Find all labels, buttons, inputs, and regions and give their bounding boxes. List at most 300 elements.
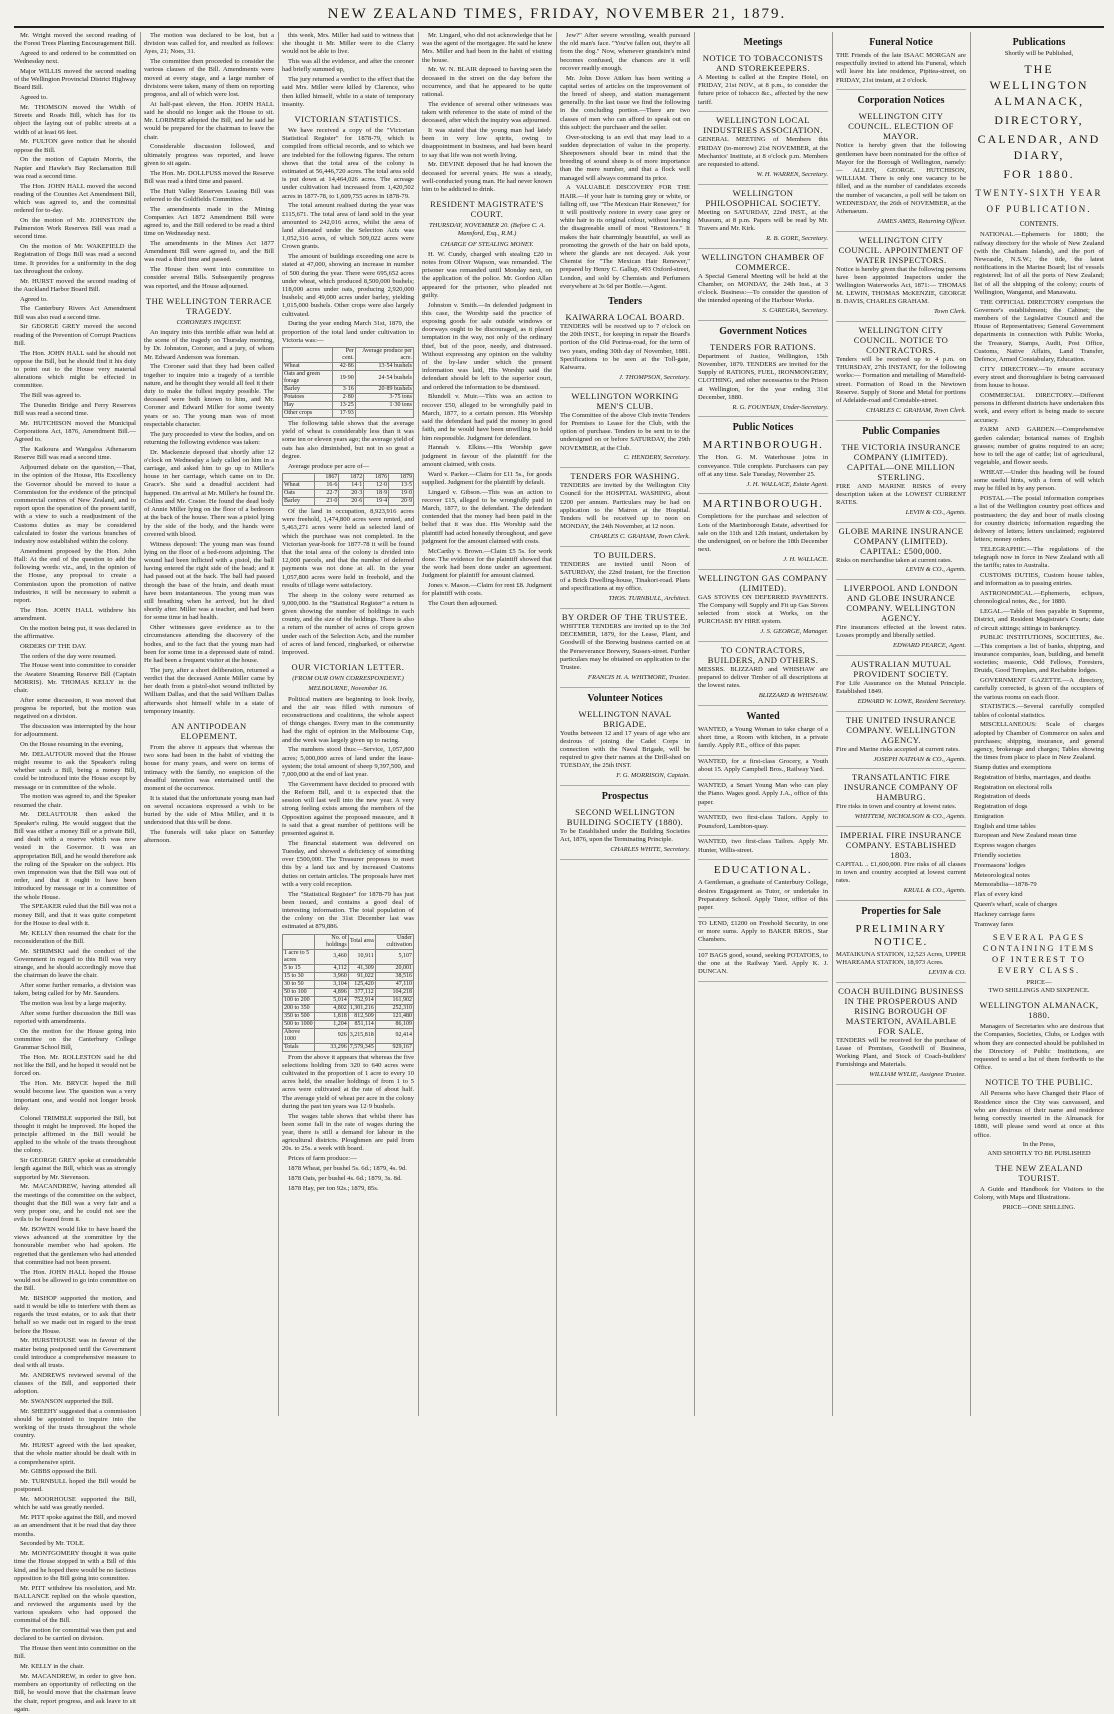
ad-block <box>698 812 828 836</box>
table-header: 1872 <box>339 473 364 481</box>
article-paragraph: Seconded by Mr. TOLE. <box>20 1540 85 1548</box>
table-cell: 1,818 <box>315 1012 348 1020</box>
article-paragraph: On the motion for the House going into committee on the Canterbury College Grammar School Bill, <box>14 1027 136 1052</box>
ad-body: THE Friends of the late ISAAC MORGAN are respectfully invited to attend his Funeral, which will leave his late residence, Pipitea-street, on FRIDAY, 21st instant, at 2 o'clock. <box>836 52 966 84</box>
ad-block <box>698 724 828 756</box>
table-cell: Potatoes <box>283 394 333 402</box>
ad-body: TENDERS are invited by the Wellington City Council for the HOSPITAL WASHING, about £200 per annum. Particulars may be had on application to the Matron at the Hospital. Tenders will be received up to noon on MONDAY, the 24th November, at 12 noon. <box>560 482 690 531</box>
article-paragraph: this week, Mrs. Miller had said to witness that she thought it Mr. Miller were to die Clarry would not be able to live. <box>282 32 414 56</box>
section-heading: AN ANTIPODEAN ELOPEMENT. <box>171 720 247 741</box>
table-header: 1867 <box>314 473 339 481</box>
ad-signature: WHITTEM, NICHOLSON & CO., Agents. <box>854 813 966 821</box>
article-paragraph: Registration of dogs <box>974 803 1028 811</box>
ad-body: WANTED, a Smart Young Man who can play the Piano. Wages good. Apply J.A., office of this paper. <box>698 782 828 806</box>
ad-title: SECOND WELLINGTON BUILDING SOCIETY (1880). <box>566 806 684 827</box>
ad-title: LIVERPOOL AND LONDON AND GLOBE INSURANCE COMPANY. WELLINGTON AGENCY. <box>843 583 959 624</box>
ad-title: IMPERIAL FIRE INSURANCE COMPANY. ESTABLISHED 1803. <box>840 830 962 861</box>
dateline: MELBOURNE, November 16. <box>308 685 388 693</box>
table-row <box>283 1012 414 1020</box>
table-cell: 5,107 <box>375 949 413 964</box>
table-cell: 20·6 <box>339 497 364 505</box>
ad-block <box>698 570 828 642</box>
ad-title: COACH BUILDING BUSINESS IN THE PROSPEROUS AND RISING BOROUGH OF MASTERTON, AVAILABLE FOR SALE. <box>838 985 964 1036</box>
article-paragraph: Sir GEORGE GREY moved the second reading of the Prevention of Corrupt Practices Bill. <box>14 323 136 347</box>
article-paragraph: It is stated that the unfortunate young man had on several occasions expressed a wish to be buried by the side of Miss Miller, and it is understood that this will be done. <box>144 794 274 827</box>
masthead: NEW ZEALAND TIMES, FRIDAY, NOVEMBER 21, 1879. <box>327 6 787 22</box>
article-paragraph: ASTRONOMICAL.—Ephemeris, eclipses, chronological notes, &c., for 1880. <box>974 590 1104 606</box>
article-paragraph: On the motion of Captain Morris, the Napier and Hawke's Bay Reclamation Bill was read a second time. <box>14 156 136 180</box>
ad-body: Notice is hereby given that the following persons have been appointed Inspectors under the Wellington Waterworks Act, 1871:— THOMAS M. LEWIN, THOMAS McKENZIE, GEORGE B. DAVIS, CHARLES GRAHAM. <box>836 265 966 306</box>
almanack-year: FOR 1880. <box>1003 167 1075 182</box>
ad-block <box>560 706 690 786</box>
ad-title: BY ORDER OF THE TRUSTEE. <box>561 611 689 622</box>
table-cell: 1,204 <box>315 1020 348 1028</box>
ad-title: WELLINGTON LOCAL INDUSTRIES ASSOCIATION. <box>703 115 823 136</box>
ad-body: Meeting on SATURDAY, 22nd INST., at the Museum, at 8 p.m. Papers will be read by Mr. Travers and Mr. Kirk. <box>698 208 828 233</box>
article-paragraph: The Hon. JOHN HALL moved the second reading of the Counties Act Amendment Bill, which was agreed to, and the committal ordered for to-day. <box>14 182 136 215</box>
article-paragraph: The motion for committal was then put and declared to be carried on division. <box>14 1627 136 1643</box>
table-cell: 5,014 <box>315 996 348 1004</box>
article-paragraph: Average produce per acre of— <box>288 462 370 470</box>
column-divider <box>278 32 279 1416</box>
ad-title: WELLINGTON PHILOSOPHICAL SOCIETY. <box>705 187 821 208</box>
article-paragraph: The sheep in the colony were returned as 9,000,000. In the "Statistical Register" a return is given showing the number of holdings in each county, and the size of the holdings. There is also a return of the number of acres of crops grown under each of the Selection Acts, and the number of acres of land fenced, ringbarked, or otherwise improved. <box>282 591 414 656</box>
ad-block <box>698 780 828 812</box>
ad-body: GENERAL MEETING of Members this FRIDAY (to-morrow) 21st NOVEMBER, at the Mechanics' Institute, at 8 o'clock p.m. Members are requested to attend. <box>698 136 828 169</box>
table-cell: 16·6 <box>314 481 339 489</box>
table-cell: Barley <box>283 386 333 394</box>
article-paragraph: 1878 Oats, per bushel 4s. 6d.; 1879, 3s. 8d. <box>288 1174 402 1182</box>
ad-title: AUSTRALIAN MUTUAL PROVIDENT SOCIETY. <box>850 659 952 680</box>
article-paragraph: The Hon. JOHN HALL hoped the House would not be allowed to go into committee on the Bill. <box>14 1268 136 1292</box>
ad-signature: CHARLES C. GRAHAM, Town Clerk. <box>866 406 966 414</box>
table-header: No. of holdings <box>315 934 348 949</box>
ad-body: WANTED, for a first-class Grocery, a Youth about 15. Apply Campbell Bros., Railway Yard. <box>698 758 828 774</box>
article-paragraph: Stamp duties and exemptions <box>974 763 1052 771</box>
table-cell: 91,022 <box>348 972 375 980</box>
ad-body: A Gentleman, a graduate of Canterbury College, desires Engagement as Tutor, or undertake in Preparatory School. Apply Tutor, office of this paper. <box>698 879 828 912</box>
table-cell <box>355 410 413 418</box>
ad-body: WHITTER TENDERS are invited up to the 3rd DECEMBER, 1879, for the Lease, Plant, and Goodwill of the Brewing business carried on at the Perseverance Brewery, Sussex-street. Further particulars may be obtained on application to the Trustee. <box>560 622 690 671</box>
section-heading: Corporation Notices <box>857 95 945 107</box>
ad-signature: THOS. TURNBULL, Architect. <box>608 595 690 603</box>
article-paragraph: ORDERS OF THE DAY. <box>20 642 87 650</box>
article-paragraph: Registration on electoral rolls <box>974 783 1053 791</box>
ad-title: WELLINGTON CITY COUNCIL. ELECTION OF MAYOR. <box>848 111 954 142</box>
ad-block <box>836 50 966 90</box>
table-cell: 7,579,345 <box>349 1043 374 1050</box>
table-row <box>283 481 414 489</box>
article-paragraph: On the motion of Mr. JOHNSTON the Palmerston Work Reserves Bill was read a second time. <box>14 217 136 241</box>
ad-block <box>698 339 828 418</box>
ad-title: WELLINGTON NAVAL BRIGADE. <box>578 708 672 729</box>
article-paragraph: Major WILLIS moved the second reading of the Wellington Provincial District Highway Board Bill. <box>14 68 136 92</box>
table-cell: 1·30 tons <box>355 402 413 410</box>
article-paragraph: Mr. Lingard, who did not acknowledge that he was the agent of the mortgagee. He said he knew Mrs. Miller and had been in the habit of visiting the house. <box>422 32 552 64</box>
article-paragraph: The Government have decided to proceed with the Reform Bill, and it is expected that the session will last well into the new year. A very strong feeling exists among the members of the Opposition against the proposed measure, and it is said that a great number of petitions will be presented against it. <box>282 780 414 837</box>
ad-body: Tenders will be received up to 4 p.m. on THURSDAY, 27th INSTANT, for the following works:— Formation and metalling of Mansfield-street. Formation of Road in the Newtown Reserve. Supply of Stone and Metal for portions of Adelaide-road and Constable-street. <box>836 356 966 405</box>
article-paragraph: TELEGRAPHIC.—The regulations of the telegraph now in force in New Zealand with all the tariffs; rates to Australia. <box>974 546 1104 570</box>
ad-body: MATAIKUNA STATION, 12,523 Acres, UPPER WHAREAMA STATION, 18,973 Acres. <box>836 951 966 967</box>
article-paragraph: English and time tables <box>974 822 1036 830</box>
section-heading: Public Notices <box>732 422 794 434</box>
table-cell: 200 to 350 <box>283 1004 315 1012</box>
article-paragraph: The funerals will take place on Saturday afternoon. <box>144 829 274 845</box>
ad-block <box>836 769 966 827</box>
article-paragraph: On the House resuming in the evening, <box>20 741 124 749</box>
ad-block <box>698 112 828 184</box>
ad-signature: EDWARD W. LOWE, Resident Secretary. <box>857 698 966 706</box>
section-heading: Meetings <box>743 37 783 48</box>
table-cell: 33,296 <box>315 1043 348 1051</box>
article-paragraph: STATISTICS.—Several carefully compiled tables of colonial statistics. <box>974 703 1104 719</box>
article-paragraph: Mr. HURST agreed with the last speaker, that the whole matter should be dealt with in a comprehensive spirit. <box>14 1442 136 1466</box>
ad-body: A Meeting is called at the Empire Hotel, on FRIDAY, 21st NOV., at 8 p.m., to consider the future price of tobacco &c., affected by the new tariff. <box>698 74 828 106</box>
ad-signature: C. HENDERY, Secretary. <box>623 454 690 462</box>
table-cell: Oats and green forage <box>283 371 333 386</box>
article-paragraph: PUBLIC INSTITUTIONS, SOCIETIES, &c.—This comprises a list of banks, shipping, and insurance companies, loan, building, and benefit societies; masonic, Odd Fellows, Foresters, Druids, Good Templars, and Rechabite lodges. <box>974 634 1104 675</box>
ad-block <box>560 547 690 609</box>
table-cell: 3,104 <box>315 980 348 988</box>
article-paragraph: The Dunedin Bridge and Ferry Reserves Bill was read a second time. <box>14 402 136 418</box>
column-2 <box>144 32 274 1416</box>
table-cell: 100 to 200 <box>283 996 315 1004</box>
table-row <box>283 988 414 996</box>
ad-body: The Committee of the above Club invite Tenders for Premises to Lease for the Club, with the option of purchase. Tenders to be sent in to the undersigned on or before SATURDAY, the 29th NOVEMBER, at the Club. <box>560 411 690 452</box>
ad-title: NOTICE TO TOBACCONISTS AND STOREKEEPERS. <box>702 53 824 73</box>
table-header: Average produce per acre. <box>355 348 413 363</box>
section-heading: Tenders <box>607 296 643 308</box>
article-paragraph: Mr. SWANSON supported the Bill. <box>20 1397 114 1405</box>
notice-body: All Persons who have Changed their Place of Residence since the City was canvassed, and who are desirous of their name and residence being correctly inserted in the Almanack for 1880, will please send word at once at this office. <box>974 1090 1104 1139</box>
table-cell: 92,414 <box>375 1028 413 1043</box>
table-cell: Above 1000 <box>283 1028 315 1043</box>
almanack-title: THE WELLINGTON ALMANACK, <box>989 62 1089 109</box>
article-paragraph: Registration of deeds <box>974 793 1031 801</box>
notice-line: SEVERAL PAGES CONTAINING ITEMS OF INTEREST TO EVERY CLASS. <box>982 931 1096 975</box>
table-cell: 350 to 500 <box>283 1012 315 1020</box>
table-cell: 104,218 <box>375 988 413 996</box>
table-cell: 47,110 <box>375 980 413 988</box>
article-paragraph: Mr. Wright moved the second reading of the Forest Trees Planting Encouragement Bill. <box>14 32 136 48</box>
table-cell: 24·54 bushels <box>355 371 413 386</box>
article-paragraph: Adjourned debate on the question,—That, in the opinion of the House, His Excellency the Governor should be moved to issue a Commission for the evidence of the principal commercial centres of New Zealand, and to report upon the operation of the present tariff, with a view to such a readjustment of the Customs duties as may be considered calculated to foster the various branches of industry now established within the colony. <box>14 464 136 546</box>
ad-signature: R. B. GORE, Secretary. <box>766 234 828 242</box>
ad-signature: J. H. WALLACE, Estate Agent. <box>746 480 828 488</box>
table-cell: 18·9 <box>364 489 389 497</box>
section-heading: THE WELLINGTON TERRACE TRAGEDY. <box>145 295 273 316</box>
article-paragraph: The House went into committee to consider the Awatere Steaming Reserve Bill (Captain MORRIS). Mr. THOMAS KELLY in the chair. <box>14 662 136 695</box>
ad-body: FIRE AND MARINE RISKS of every description taken at the LOWEST CURRENT RATES. <box>836 482 966 507</box>
table-cell: 500 to 1000 <box>283 1020 315 1028</box>
table-cell: 1 acre to 5 acres <box>283 949 315 964</box>
ad-signature: FRANCIS H. A. WHITMORE, Trustee. <box>587 673 690 681</box>
article-paragraph: Considerable discussion followed, and ultimately progress was reported, and leave given to sit again. <box>144 143 274 167</box>
table-cell: 41,309 <box>348 964 375 972</box>
article-paragraph: The jury returned a verdict to the effect that the said Mrs. Miller were killed by Clarence, who then killed himself, while in a state of temporary insanity. <box>282 76 414 108</box>
column-divider <box>418 32 419 1416</box>
section-heading: VICTORIAN STATISTICS. <box>294 114 402 125</box>
table-cell: 121,480 <box>375 1012 413 1020</box>
ad-block <box>836 439 966 523</box>
notice-title: THE NEW ZEALAND TOURIST. <box>995 1162 1083 1183</box>
ad-title: EDUCATIONAL. <box>713 864 813 877</box>
ad-body: For Life Assurance on the Mutual Principle. Established 1849. <box>836 680 966 696</box>
table-cell: 19·0 <box>389 489 414 497</box>
ad-title: KAIWARRA LOCAL BOARD. <box>565 312 685 323</box>
article-paragraph: Dr. Mackenzie deposed that shortly after 12 o'clock on Wednesday a lady called on him in a carriage, and asked him to go up to Miller's house in her carriage, which came on to Dr. Grace's. She said a dreadful accident had happened. On arrival at Mr. Miller's he found Dr. Collins and Mr. Coster. He found the dead body of Annie Miller lying on the floor of a bedroom at the back of the house. There was a pistol lying by the side of the body, and the hands were covered with blood. <box>144 448 274 538</box>
table-cell: Wheat <box>283 363 333 371</box>
article-paragraph: NATIONAL.—Ephemeris for 1880; the railway directory for the whole of New Zealand (with the Chatham Islands), and the port of Newcastle, N.S.W.; the tide, the latest notifications in the Marine Board; list of vessels registered; list of all the ports of New Zealand; list of all the shipping of the colony; courts of Wellington, Wanganui, and Manawatu. <box>974 231 1104 296</box>
article-paragraph: Agreed to and ordered to be committed on Wednesday next. <box>14 50 136 66</box>
ad-body: CAPITAL .. £1,600,000. Fire risks of all classes in town and country accepted at lowest current rates. <box>836 861 966 885</box>
column-parliament <box>14 32 136 1713</box>
ad-block <box>698 435 828 494</box>
article-paragraph: Queen's wharf, scale of charges <box>974 901 1058 909</box>
table-cell: 23·0 <box>314 497 339 505</box>
ad-title: TENDERS FOR RATIONS. <box>709 341 817 352</box>
ad-signature: S. CAREGRA, Secretary. <box>762 307 828 315</box>
article-paragraph: Of the land in occupation, 8,923,916 acres were freehold, 1,474,800 acres were rented, and 5,463,271 acres were held as selected land of which the purchase was not completed. In the Victorian year-book for 1877-78 it will be found that the total area of the colony is divided into 12,000 parcels, and that the number of deferred payments was not done at all. In the year 1,057,800 acres were held in freehold, and the results of tillage were satisfactory. <box>282 507 414 589</box>
article-paragraph: Mr. W. N. BLAIR deposed to having seen the deceased in the street on the day before the occurrence, and that he appeared to be quite rational. <box>422 66 552 99</box>
article-paragraph: MISCELLANEOUS: Scale of charges adopted by Chamber of Commerce on sales and purchases; shipping, insurance, and general agency, brokerage and charges; Tables showing the times from place to place in New Zealand. <box>974 721 1104 762</box>
section-subheading: THURSDAY, NOVEMBER 20. (Before C. A. Mansford, Esq., R.M.) <box>428 222 546 238</box>
article-paragraph: The evidence of several other witnesses was taken with reference to the state of mind of the deceased, after which the inquiry was adjourned. <box>422 100 552 125</box>
table-row <box>283 371 414 386</box>
article-paragraph: The financial statement was delivered on Tuesday, and showed a deficiency of something over £500,000. The Treasurer proposes to meet this by a land tax and by increased Customs duties on certain articles. The proposals have met with a very cold reception. <box>282 839 414 888</box>
section-heading: Government Notices <box>719 325 807 337</box>
article-paragraph: Mr. BISHOP supported the motion, and said it would be idle to interfere with them as regards the trust estates, or to ask that their behalf so we made out in regard to the trust before the House. <box>14 1294 136 1335</box>
table-header: Total area <box>348 934 375 949</box>
ad-block <box>698 918 828 950</box>
ad-body: MESSRS. BLIZZARD and WHISHAW are prepared to deliver Timber of all descriptions at the lowest rates. <box>698 666 828 690</box>
table-cell: 3,960 <box>315 972 348 980</box>
column-4 <box>422 32 552 1416</box>
ad-block <box>836 232 966 322</box>
ad-body: WANTED, two first-class Tailors. Apply to Pounsford, Lambton-quay. <box>698 814 828 830</box>
ad-signature: LEVIN & CO., Agents. <box>905 566 966 574</box>
ad-block <box>560 388 690 468</box>
section-heading: RESIDENT MAGISTRATE'S COURT. <box>430 199 544 220</box>
column-divider <box>970 32 971 1416</box>
article-paragraph: CITY DIRECTORY.—To ensure accuracy every street and thoroughfare is being canvassed from house to house. <box>974 365 1104 390</box>
ad-block <box>836 656 966 712</box>
column-6 <box>698 32 828 1416</box>
article-paragraph: The following table shows that the average yield of wheat is considerably less than it was some ten or eleven years ago; the average yield of oats has also diminished, but not in so great a degree. <box>282 420 415 460</box>
article-paragraph: The numbers stood thus:—Service, 1,057,800 acres; 5,000,000 acres of land under the lease-system; the total amount of sheep 9,397,500, and 7,000,000 at the end of last year. <box>282 746 414 778</box>
holdings-table <box>282 934 414 1052</box>
article-paragraph: Mr. KELLY in the chair. <box>20 1663 85 1671</box>
article-paragraph: On the motion being put, it was declared in the affirmative. <box>14 624 136 641</box>
article-paragraph: The Hon. Mr. BRYCE hoped the Bill would become law. The question was a very important one, and would not longer brook delay. <box>14 1080 136 1112</box>
article-paragraph: Emigration <box>974 812 1004 820</box>
almanack-edition: TWENTY-SIXTH YEAR OF PUBLICATION. <box>975 188 1103 215</box>
ad-signature: CHARLES C. GRAHAM, Town Clerk. <box>590 532 690 540</box>
ad-title: WELLINGTON GAS COMPANY (LIMITED). <box>698 572 828 593</box>
article-paragraph: Agreed to. <box>20 295 48 303</box>
article-paragraph: A VALUABLE DISCOVERY FOR THE HAIR.—If your hair is turning grey or white, or falling off, use "The Mexican Hair Renewer," for it will positively restore in every case grey or white hair to its original colour, without leaving the disagreeable smell of most "Restorers." It makes the hair charmingly beautiful, as well as promoting the growth of the hair on bald spots, where the glands are not decayed. Ask your Chemist for "The Mexican Hair Renewer," prepared by Henry C. Gallup, 493 Oxford-street, London, and sold by Chemists and Perfumers everywhere at 3s 6d per Bottle.—Agent. <box>560 184 690 290</box>
ad-body: The Hon. G. M. Waterhouse joins in conveyance. Title complete. Purchasers can pay off at any time. Sale Tuesday, November 25. <box>698 454 828 478</box>
table-cell: 22·7 <box>314 489 339 497</box>
table-cell: 377,112 <box>348 988 375 996</box>
ad-body: 107 BAGS good, sound, seeking POTATOES, to the one at the Railway Yard. Apply K. J. DUNCAN. <box>698 952 828 976</box>
article-paragraph: Tramway fares <box>974 920 1014 928</box>
article-paragraph: Mr. SHEEHY suggested that a commission should be appointed to inquire into the working of the trusts throughout the whole country. <box>14 1407 136 1440</box>
article-paragraph: Other witnesses gave evidence as to the circumstances attending the discovery of the bodies, and to the fact that the young man had been for some time in a depressed state of mind. He had been a frequent visitor at the house. <box>144 624 274 664</box>
table-cell: 1,301,216 <box>349 1004 374 1011</box>
article-paragraph: Mr. MONTGOMERY thought it was quite time the House stopped in with a Bill of this kind, and he hoped there would be no factious opposition to the Bill going into committee. <box>14 1550 136 1582</box>
article-paragraph: The committee then proceeded to consider the various clauses of the Bill. Amendments were moved at every stage, and a large number of divisions were taken, many of them on reporting progress, and all of which were lost. <box>144 58 274 99</box>
article-paragraph: McCarthy v. Brown.—Claim £5 5s. for work done. The evidence for the plaintiff showed that the work had been done under an agreement. Judgment for plaintiff for amount claimed. <box>422 547 552 580</box>
article-paragraph: The motion was lost by a large majority. <box>20 999 127 1007</box>
ad-title: TO CONTRACTORS, BUILDERS, AND OTHERS. <box>707 645 819 666</box>
table-header <box>283 934 315 949</box>
ad-body: Fire risks in town and country at lowest rates. <box>836 803 957 811</box>
yield-table <box>282 473 414 506</box>
article-paragraph: The jury proceeded to view the bodies, and on returning the following evidence was taken: <box>144 430 274 446</box>
article-paragraph: Friendly societies <box>974 852 1021 860</box>
ad-body: TO LEND, £1200 on Freehold Security, in one or more sums. Apply to BAKER BROS., Star Chambers. <box>698 919 828 944</box>
ad-block <box>698 860 828 917</box>
table-cell: Totals <box>283 1043 315 1051</box>
article-paragraph: Mr. TURNBULL hoped the Bill would be postponed. <box>14 1478 136 1494</box>
article-paragraph: The House then went into committee on the Bill. <box>14 1645 136 1661</box>
table-cell: Wheat <box>283 481 315 489</box>
table-header: Per cent. <box>333 348 356 363</box>
table-cell: 752,914 <box>348 996 375 1004</box>
table-row <box>283 972 414 980</box>
article-paragraph: COMMERCIAL DIRECTORY.—Different persons in different districts have undertaken this work, and every effort is being made to secure accuracy. <box>974 392 1104 424</box>
table-cell: 14·1 <box>339 481 364 489</box>
table-row <box>283 996 414 1004</box>
article-paragraph: Mr. HUTCHISON moved the Municipal Corporations Act, 1876, Amendment Bill.—Agreed to. <box>14 420 136 444</box>
table-cell: 851,114 <box>348 1020 375 1028</box>
ad-block <box>560 804 690 860</box>
article-paragraph: We have received a copy of the "Victorian Statistical Register" for 1878-79, which is compiled from official records, and to which we are indebted for the following figures. The return shows that the total area of the colony is estimated at 56,446,720 acres. The total area sold is put down at 14,464,026 acres. The acreage under cultivation had increased from 1,420,502 acres in 1877-78, to 1,609,755 acres in 1878-79. <box>282 127 414 200</box>
article-paragraph: Mr. PITT spoke against the Bill, and moved as an amendment that it be read that day three months. <box>14 1514 136 1538</box>
table-cell: 42·86 <box>333 363 356 371</box>
article-paragraph: Mr. DELAUTOUR moved that the House might resume to ask the Speaker's ruling whether such a Bill, being a money Bill, could be introduced into the House except by message or in committee of the whole. <box>14 750 136 791</box>
column-3 <box>282 32 414 1416</box>
article-paragraph: Blundell v. Muir.—This was an action to recover £50, alleged to be wrongfully paid in March, 1877, to a certain person. His Worship said the defendant had paid the money in good faith, and he would have been unwilling to hold him responsible. Judgment for defendant. <box>422 393 552 442</box>
article-paragraph: During the year ending March 31st, 1879, the proportion of the total land under cultivation in Victoria was:— <box>282 320 414 344</box>
ad-title: MARTINBOROUGH. <box>702 439 824 452</box>
article-paragraph: FARM AND GARDEN.—Comprehensive garden calendar; botanical names of English grasses; number of grains required to an acre; how to tell the age of cattle; list of agricultural, vegetable, and flower seeds. <box>974 426 1104 467</box>
ad-body: To be Established under the Building Societies Act, 1876, upon the Terminating Principle. <box>560 827 690 844</box>
ad-block <box>836 919 966 983</box>
notice-body: Managers of Secretaries who are desirous that the Companies, Societies, Clubs, or Lodges with whom they are connected should be published in the Directory of Public Institutions, are requested to send a list of them forthwith to the Office. <box>974 1023 1104 1072</box>
column-divider <box>556 32 557 1416</box>
ad-body: GAS STOVES ON DEFERRED PAYMENTS. The Company will Supply and Fit up Gas Stoves selected from stock at Works, on the PURCHASE BY HIRE system. <box>698 593 828 626</box>
ad-signature: J. H. WALLACE. <box>783 556 828 564</box>
article-paragraph: Mr. HURSTHOUSE was in favour of the matter being postponed until the Government could introduce a comprehensive measure to deal with all trusts. <box>14 1337 136 1369</box>
ad-body: Notice is hereby given that the following gentlemen have been nominated for the office of Mayor for the Borough of Wellington, namely:— ALLEN, GEORGE. HUTCHISON, WILLIAM. There is only one vacancy to be filled, and as the number of candidates exceeds the number of vacancies, a poll will be taken on WEDNESDAY, the 26th of NOVEMBER, at the Athenaeum. <box>836 142 966 216</box>
table-cell: 252,310 <box>375 1004 413 1012</box>
table-cell: 3,215,818 <box>348 1028 375 1043</box>
ad-block <box>836 712 966 770</box>
table-cell: 2·80 <box>333 394 356 402</box>
ad-signature: CHARLES WHITE, Secretary. <box>610 845 690 853</box>
crop-table <box>282 347 414 418</box>
article-paragraph: The Kaikoura and Wangaloa Athenaeum Reserve Bill was read a second time. <box>14 446 136 462</box>
ad-title: WELLINGTON CHAMBER OF COMMERCE. <box>701 251 825 272</box>
ad-body: A Special General Meeting will be held at the Chamber, on MONDAY, the 24th Inst., at 3 o'clock. Business:—To consider the question of the intended opening of the Harbour Works. <box>698 272 828 305</box>
article-paragraph: At half-past eleven, the Hon. JOHN HALL said he should no longer ask the House to sit. Mr. LORIMER adopted the Bill, and he said he would be prepared for the chairman to leave the chair. <box>144 100 274 141</box>
article-paragraph: Mr. BOWEN would like to have heard the views advanced at the committee by the honourable member who had spoken. He regretted that the gentlemen who had attended that committee had not been present. <box>14 1225 136 1266</box>
table-row <box>283 980 414 988</box>
table-cell: 3·75 tons <box>355 394 413 402</box>
notice-line: Shortly will be Published, <box>1004 50 1074 57</box>
table-cell: 12·0 <box>364 481 389 489</box>
table-cell: Barley <box>283 497 315 505</box>
ad-body: Department of Justice, Wellington, 15th November, 1879. TENDERS are invited for the Supply of RATIONS, FUEL, IRONMONGERY, CLOTHING, and other necessaries to the Prison at Wellington, for the year ending 31st December, 1880. <box>698 352 828 401</box>
article-paragraph: The Hon. Mr. ROLLESTON said he did not like the Bill, and he hoped it would not be forced on. <box>14 1053 136 1078</box>
section-subheading: CHARGE OF STEALING MONEY. <box>440 240 534 248</box>
article-paragraph: Express wagon charges <box>974 842 1036 850</box>
column-5 <box>560 32 690 1416</box>
section-heading: Properties for Sale <box>861 906 941 918</box>
article-paragraph: After some further remarks, a division was taken, being called for by Mr. Saunders. <box>14 981 136 998</box>
contents-title: CONTENTS. <box>1019 220 1059 229</box>
article-paragraph: The total amount realised during the year was £115,671. The total area of land sold in the year amounted to 242,016 acres, whilst the area of land alienated under the Selection Acts was 1,052,316 acres, of which 509,022 acres were Crown grants. <box>282 202 414 251</box>
article-paragraph: Mr. John Dove Aitken has been writing a capital series of articles on the improvement of the breed of sheep, and station management generally. In the last issue we find the following in the concluding portion.—There are two classes of men who can afford to speak out on this subject: the purchaser and the seller. <box>560 74 690 131</box>
section-heading: Volunteer Notices <box>587 692 663 704</box>
table-cell: 15 to 30 <box>283 972 315 980</box>
table-cell: 20·9 <box>389 497 414 505</box>
table-cell: Other crops <box>283 410 333 418</box>
ad-block <box>836 580 966 656</box>
article-paragraph: The Court then adjourned. <box>428 599 498 607</box>
column-publications <box>974 32 1104 1416</box>
ad-block <box>698 185 828 249</box>
table-cell: 50 to 100 <box>283 988 315 996</box>
article-paragraph: POSTAL.—The postal information comprises a list of the Wellington country post offices and postmasters; the day and hour of mails closing for country districts; information regarding the delivery of letters; letters unclaimed; registered letters; money orders. <box>974 495 1104 544</box>
ad-title: TENDERS FOR WASHING. <box>570 471 680 482</box>
ad-title: TO BUILDERS. <box>593 549 657 560</box>
article-paragraph: The Coroner said that they had been called together to inquire into a tragedy of a terrible nature, and he thought they would all feel it their duty to make the fullest inquiry possible. The deceased were both known to him, and Mr. Coroner and Edward Miller for some twenty years or so. The young man was of most respectable character. <box>144 363 274 428</box>
ad-block <box>836 983 966 1085</box>
article-paragraph: Over-stocking is an evil that may lead to a sudden depreciation of value in the property. Sheepowners should bear in mind that the breeding of sound sheep is of more importance than the mere number, and that a flock well managed will always command its price. <box>560 133 690 182</box>
table-header <box>283 473 315 481</box>
table-row <box>283 964 414 972</box>
ad-signature: W. H. WARREN, Secretary. <box>756 170 828 178</box>
article-paragraph: This was all the evidence, and after the coroner had briefly summed up, <box>282 58 414 74</box>
article-paragraph: Jew?" After severe wrestling, wealth pursued the old man's face. "You've fallen out, they're all from the dog." Now, whenever grandsire's mind becomes confused, the chances are it will recover readily enough. <box>560 32 690 72</box>
article-paragraph: From the above it appears that whereas the two sons had been in the habit of visiting the house for many years, and were on terms of intimacy with the family, no suspicion of the dreadful intention was entertained until the moment of the occurrence. <box>144 743 274 792</box>
article-paragraph: Mr. KELLY then resumed the chair for the reconsideration of the Bill. <box>14 929 136 945</box>
ad-signature: JOSEPH NATHAN & CO., Agents. <box>873 755 966 763</box>
almanack-title: DIRECTORY, <box>994 113 1084 128</box>
article-paragraph: Mr. FULTON gave notice that he should oppose the Bill. <box>14 138 136 154</box>
ad-block <box>560 309 690 388</box>
table-row <box>283 410 414 418</box>
article-paragraph: European and New Zealand mean time <box>974 832 1077 840</box>
article-paragraph: GOVERNMENT GAZETTE.—A directory, carefully corrected, is given of the occupiers of the various rooms on each floor. <box>974 677 1104 701</box>
article-paragraph: The amendments made in the Mining Companies Act 1872 Amendment Bill were agreed to, and the Bill ordered to be read a third time on Wednesday next. <box>144 205 274 238</box>
notice-title: WELLINGTON ALMANACK, 1880. <box>979 1000 1099 1021</box>
section-heading: OUR VICTORIAN LETTER. <box>291 662 405 673</box>
article-paragraph: Mr. HURST moved the second reading of the Auckland Harbor Board Bill. <box>14 277 136 293</box>
notice-title: NOTICE TO THE PUBLIC. <box>985 1077 1093 1088</box>
ad-block <box>698 494 828 569</box>
ad-block <box>836 827 966 901</box>
ad-title: TRANSATLANTIC FIRE INSURANCE COMPANY OF HAMBURG. <box>843 772 959 803</box>
article-paragraph: Mr. MACANDREW, having attended all the meetings of the committee on the subject, thought that the Bill was a very fair and a very proper one, and he could not see the evils to be feared from it. <box>14 1183 136 1224</box>
table-cell: 20,001 <box>375 964 413 972</box>
section-heading: Funeral Notice <box>869 37 933 48</box>
ad-block <box>698 950 828 982</box>
section-heading: Prospectus <box>601 790 649 802</box>
